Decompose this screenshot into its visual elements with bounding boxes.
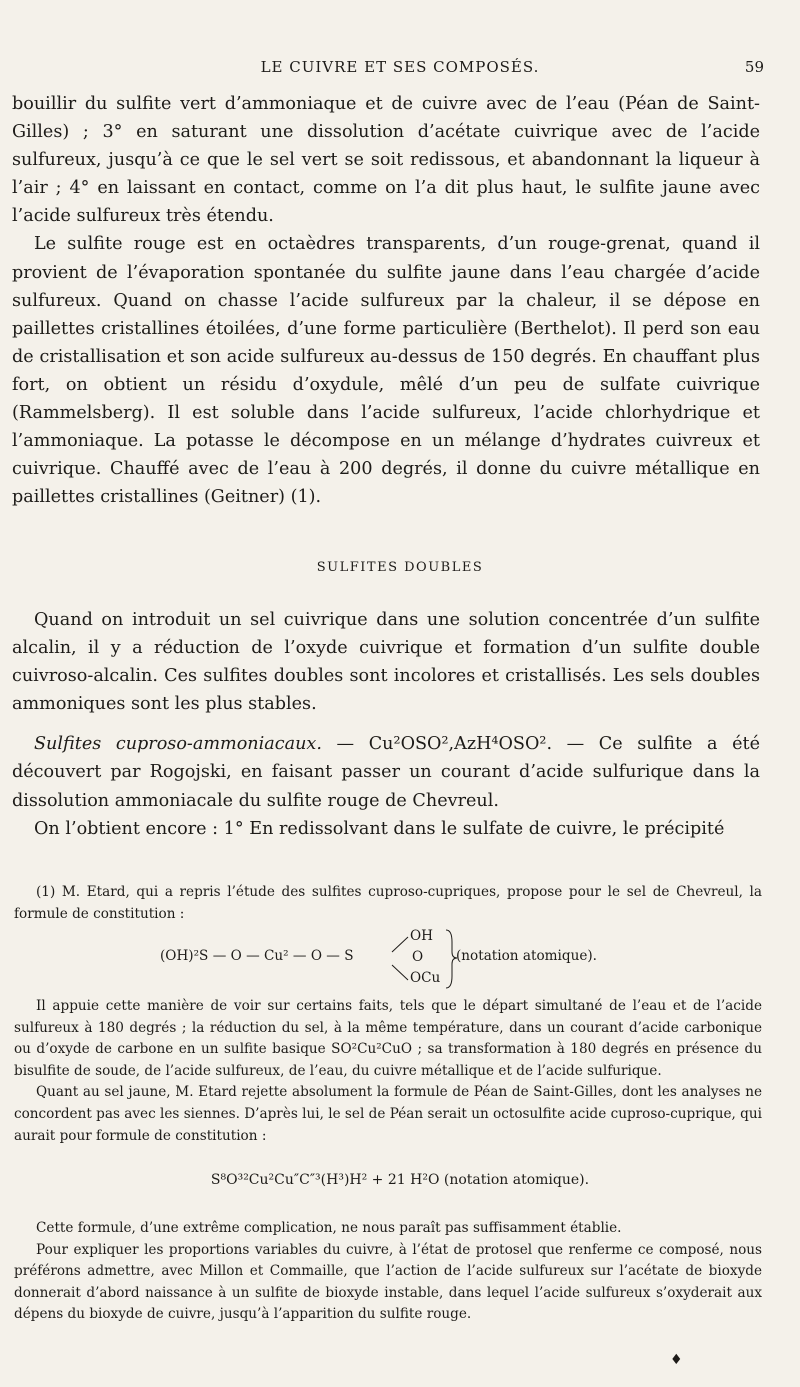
footnote-paragraph-3: Quant au sel jaune, M. Etard rejette absolument la formule de Péan de Saint-Gilles, dont les analyses ne concordent pas avec les siennes. D’après lui, le sel de Péan serait un octosulfite acide cuproso-cuprique, qui aurait pour formule de constitution : — [14, 1084, 762, 1144]
footnote-paragraph-2: Il appuie cette manière de voir sur certains faits, tels que le départ simultané de l’eau et de l’acide sulfureux à 180 degrés ; la réduction du sel, à la même température, dans un courant d’acide carbonique ou d’oxyde de carbone en un sulfite basique SO²Cu²CuO ; sa transformation à 180 degrés en présence du bisulfite de soude, de l’acide sulfureux, de l’eau, du cuivre métallique et de l’acide sulfurique. — [14, 998, 762, 1079]
paragraph-sulfite-rouge: Le sulfite rouge est en octaèdres transparents, d’un rouge-grenat, quand il provient de l’évaporation spontanée du sulfite jaune dans l’eau chargée d’acide sulfureux. Quand on chasse l’acide sulfureux par la chaleur, il se dépose en paillettes cristallines étoilées, d’une forme particulière (Berthelot). Il perd son eau de cristallisation et son acide sulfureux au-dessus de 150 degrés. En chauffant plus fort, on obtient un résidu d’oxydule, mêlé d’un peu de sulfate cuivrique (Rammelsberg). Il est soluble dans l’acide sulfureux, l’acide chlorhydrique et l’ammoniaque. La potasse le décompose en un mélange d’hydrates cuivreux et cuivrique. Chauffé avec de l’eau à 200 degrés, il donne du cuivre métallique en paillettes cristallines (Geitner) (1). — [12, 234, 760, 508]
formula-lhs: (OH)²S — O — Cu² — O — S — [160, 948, 354, 964]
page-number: 59 — [744, 58, 764, 76]
formula-notation: (notation atomique). — [456, 948, 597, 964]
constitution-formula — [160, 922, 630, 992]
paragraph-text: Ce sulfite a été découvert par Rogojski, en faisant passer un courant d’acide sulfurique dans la dissolution ammoniacale du sulfite rouge de Chevreul. — [12, 734, 761, 811]
footnote-intro-block — [14, 882, 762, 925]
paragraph-continuation: bouillir du sulfite vert d’ammoniaque et de cuivre avec de l’eau (Péan de Saint-Gilles) ; 3° en saturant une dissolution d’acétate cuivrique avec de l’acide sulfureux, jusqu’à ce que le sel vert se soit redissous, et abandonnant la liqueur à l’air ; 4° en laissant en contact, comme on l’a dit plus haut, le sulfite jaune avec l’acide sulfureux très étendu. — [12, 94, 760, 227]
page-header — [0, 58, 800, 82]
footnote-block-1 — [14, 996, 762, 1147]
formula-oh: OH — [410, 928, 433, 944]
printer-mark: ♦ — [670, 1352, 683, 1368]
paragraph-title: Sulfites cuproso-ammoniacaux. — [34, 734, 322, 755]
octosulfite-formula: S⁸O³²Cu²Cu″C″³(H³)H² + 21 H²O (notation atomique). — [210, 1172, 590, 1188]
paragraph-sulfites-doubles: Quand on introduit un sel cuivrique dans une solution concentrée d’un sulfite alcalin, il y a réduction de l’oxyde cuivrique et formation d’un sulfite double cuivroso-alcalin. Ces sulfites doubles sont incolores et cristallisés. Les sels doubles ammoniques sont les plus stables. — [12, 610, 760, 715]
footnote-block-2 — [14, 1218, 762, 1326]
section-heading: SULFITES DOUBLES — [316, 560, 484, 575]
footnote-paragraph-5: Pour expliquer les proportions variables du cuivre, à l’état de protosel que renferme ce composé, nous préférons admettre, avec Millon et Commaille, que l’action de l’acide sulfureux sur l’acétate de bioxyde donnerait d’abord naissance à un sulfite de bioxyde instable, dans lequel l’acide sulfureux s’oxyderait aux dépens du bioxyde de cuivre, jusqu’à l’apparition du sulfite rouge. — [14, 1241, 762, 1323]
bond-lower-line — [392, 965, 408, 980]
inline-formula: — Cu²OSO²,AzH⁴OSO². — — [336, 734, 585, 755]
footnote-intro: (1) M. Etard, qui a repris l’étude des sulfites cuproso-cupriques, propose pour le sel de Chevreul, la formule de constitution : — [14, 884, 762, 922]
bond-upper-line — [392, 937, 408, 952]
footnote-paragraph-4: Cette formule, d’une extrême complication, ne nous paraît pas suffisamment établie. — [36, 1220, 622, 1236]
paragraph-obtention: On l’obtient encore : 1° En redissolvant dans le sulfate de cuivre, le précipité — [34, 818, 725, 839]
formula-ocu: OCu — [410, 970, 441, 986]
paragraph-cuproso-ammoniacaux — [12, 730, 760, 814]
body-block-middle — [12, 606, 760, 843]
running-title: LE CUIVRE ET SES COMPOSÉS. — [260, 58, 540, 76]
formula-o: O — [412, 949, 424, 965]
body-block-top — [12, 90, 760, 511]
